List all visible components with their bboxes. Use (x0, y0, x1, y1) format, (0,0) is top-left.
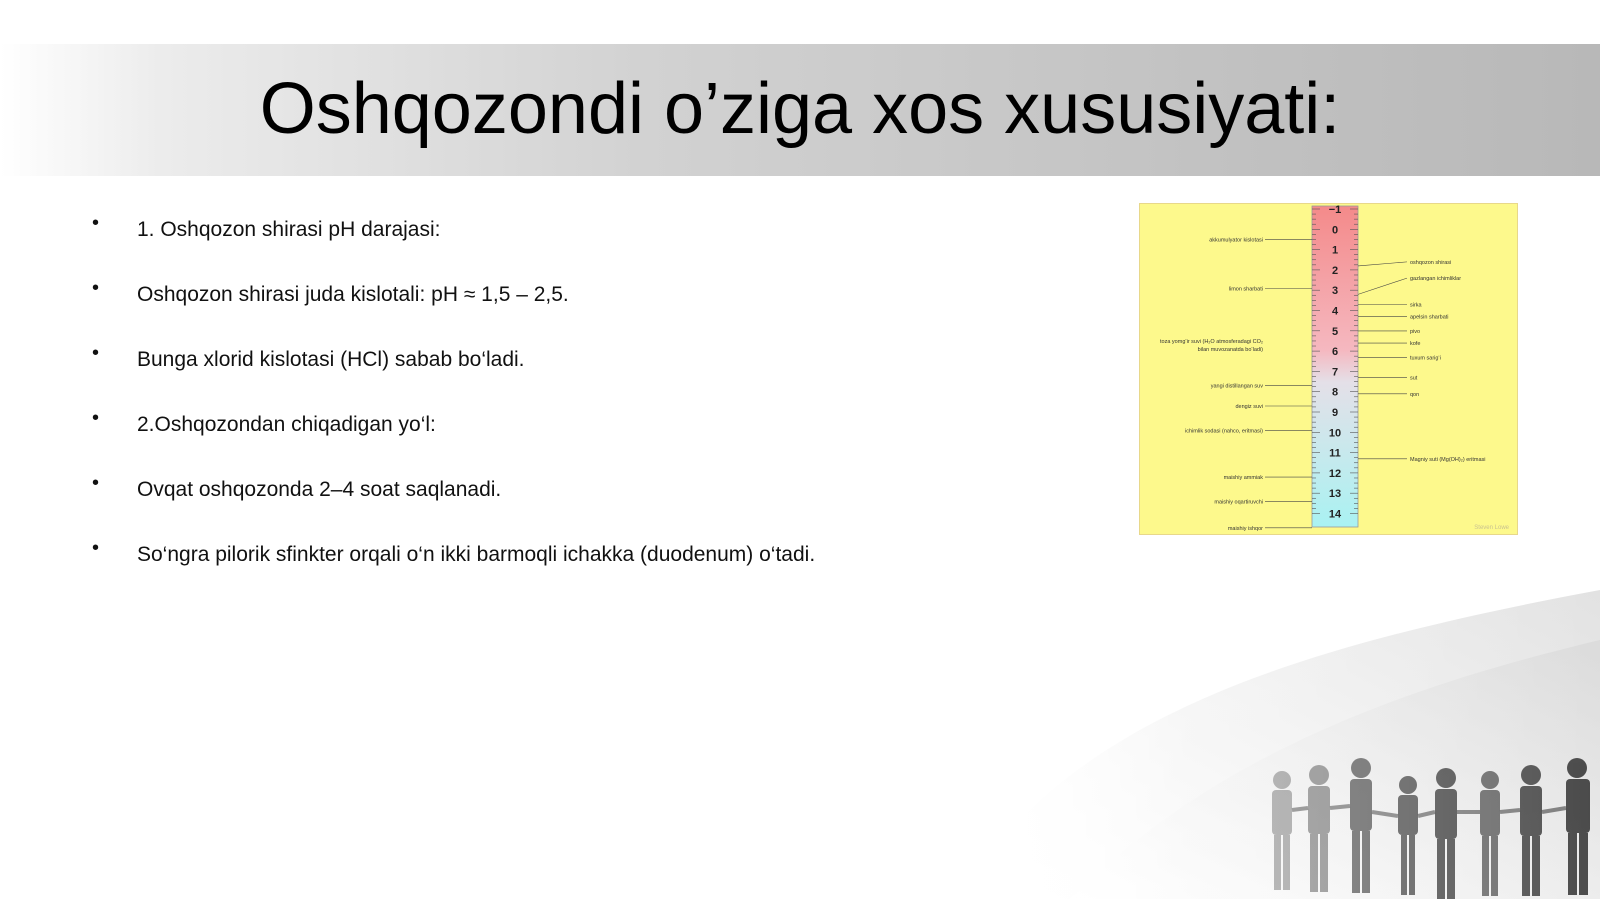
ph-right-label: qon (1410, 391, 1420, 398)
ph-right-label: apelsin sharbati (1410, 314, 1449, 321)
bullet-item (88, 342, 1088, 407)
ph-tick-label: 1 (1331, 244, 1339, 257)
bullet-item (88, 212, 1088, 277)
ph-tick-label: 7 (1331, 366, 1339, 379)
fade-overlay (1010, 580, 1600, 899)
ph-tick-label: 3 (1331, 285, 1339, 298)
ph-right-label: sut (1410, 375, 1418, 382)
ph-right-label: pivo (1410, 328, 1421, 335)
bullet-item (88, 537, 1088, 602)
ph-left-label: akkumulyator kislotasi (1209, 237, 1263, 244)
ph-tick-label: 13 (1328, 488, 1342, 501)
bullet-dot: • (92, 212, 100, 234)
ph-left-label: yangi distillangan suv (1210, 383, 1263, 390)
ph-tick-label: 4 (1331, 305, 1339, 318)
ph-tick-label: 6 (1331, 346, 1339, 359)
ph-tick-label: 2 (1331, 264, 1339, 277)
ph-left-label: maishiy oqartiruvchi (1214, 499, 1263, 506)
ph-tick-label: 14 (1328, 508, 1342, 521)
ph-tick-label: 8 (1331, 386, 1339, 399)
bullet-text: So‘ngra pilorik sfinkter orqali o‘n ikki barmoqli ichakka (duodenum) o‘tadi. (137, 543, 816, 566)
people-decoration (1010, 580, 1600, 899)
ph-tick-label: 11 (1329, 447, 1341, 460)
ph-tick-label: −1 (1328, 204, 1342, 216)
bullet-dot: • (92, 342, 100, 364)
ph-tick-label: 0 (1331, 224, 1339, 237)
ph-right-label: gazlangan ichimliklar (1410, 276, 1462, 283)
bullet-text: Ovqat oshqozonda 2–4 soat saqlanadi. (137, 478, 502, 501)
bullet-item (88, 472, 1088, 537)
bullet-item (88, 277, 1088, 342)
ph-left-label: bilan muvozanatda bo‘ladi) (1197, 347, 1263, 354)
bullet-dot: • (92, 537, 100, 559)
ph-tick-label: 5 (1331, 325, 1339, 338)
bullet-text: Oshqozon shirasi juda kislotali: pH ≈ 1,5 – 2,5. (137, 283, 569, 306)
bullet-text: 1. Oshqozon shirasi pH darajasi: (137, 218, 441, 241)
bullet-list (88, 212, 1088, 602)
ph-right-label: kofe (1410, 341, 1421, 348)
ph-right-label: tuxum sarig‘i (1410, 355, 1441, 362)
ph-tick-label: 9 (1331, 407, 1339, 419)
bullet-text: Bunga xlorid kislotasi (HCl) sabab bo‘ladi. (137, 348, 525, 371)
ph-left-label: maishiy ishqor (1227, 525, 1263, 532)
ph-left-label: ichimlik sodasi (nahco, eritmasi) (1185, 428, 1263, 435)
bullet-dot: • (92, 407, 100, 429)
slide-title: Oshqozondi o’ziga xos xususiyati: (259, 69, 1341, 149)
ph-tick-label: 12 (1328, 467, 1342, 480)
ph-right-label: sirka (1410, 302, 1422, 309)
ph-left-label: maishiy ammiak (1223, 475, 1263, 482)
ph-left-label: toza yomg‘ir suvi (H₂O atmosferadagi CO₂ (1160, 339, 1263, 346)
bullet-text: 2.Oshqozondan chiqadigan yo‘l: (137, 413, 436, 436)
bullet-item (88, 407, 1088, 472)
ph-right-label: oshqozon shirasi (1410, 259, 1452, 266)
bullet-dot: • (92, 472, 100, 494)
ph-left-label: dengiz suvi (1235, 404, 1263, 410)
ph-tick-label: 10 (1328, 427, 1342, 440)
bullet-dot: • (92, 277, 100, 299)
ph-right-label: Magniy suti (Mg(OH)₂) eritmasi (1410, 456, 1486, 463)
ph-scale-image (1139, 203, 1518, 535)
ph-left-label: limon sharbati (1228, 286, 1263, 293)
ph-credit: Steven Lowe (1474, 525, 1509, 531)
